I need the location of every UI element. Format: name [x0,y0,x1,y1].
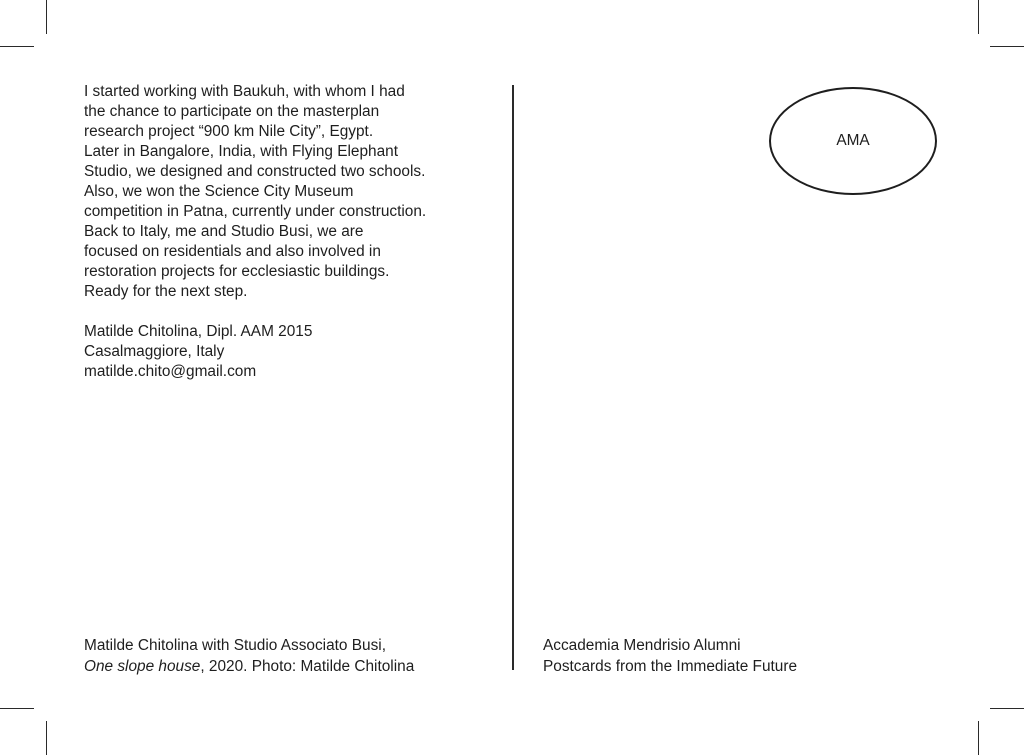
signature-block [84,322,504,382]
signature-location: Casalmaggiore, Italy [84,343,225,360]
footer-line-1: Accademia Mendrisio Alumni [543,637,741,654]
crop-mark-bottom-right-vertical [978,721,979,755]
crop-mark-top-left-vertical [46,0,47,34]
caption-line-2 [84,656,504,677]
photo-caption [84,635,504,677]
caption-line-1: Matilde Chitolina with Studio Associato Busi, [84,637,386,654]
signature-email: matilde.chito@gmail.com [84,363,257,380]
caption-work-title: One slope house [84,658,201,675]
publisher-footer [543,635,943,677]
crop-mark-top-right-vertical [978,0,979,34]
crop-mark-bottom-left-horizontal [0,708,34,709]
signature-name: Matilde Chitolina, Dipl. AAM 2015 [84,323,313,340]
crop-mark-bottom-right-horizontal [990,708,1024,709]
stamp-oval [769,87,937,195]
message-body: I started working with Baukuh, with whom I had the chance to participate on the masterplan research project “900 km Nile City”, Egypt. Later in Bangalore, India, with Flying Elephant Studio, we designed and constructed two schools. Also, we won the Science City Museum competition in Patna, currently under construction. Back to Italy, me and Studio Busi, we are focused on residentials and also involved in restoration projects for ecclesiastic buildings. Ready for the next step. [84,83,427,300]
crop-mark-top-left-horizontal [0,46,34,47]
crop-mark-top-right-horizontal [990,46,1024,47]
postcard-divider [512,85,514,670]
stamp-label: AMA [836,132,870,149]
caption-credit: , 2020. Photo: Matilde Chitolina [200,658,415,675]
crop-mark-bottom-left-vertical [46,721,47,755]
footer-line-2: Postcards from the Immediate Future [543,658,798,675]
